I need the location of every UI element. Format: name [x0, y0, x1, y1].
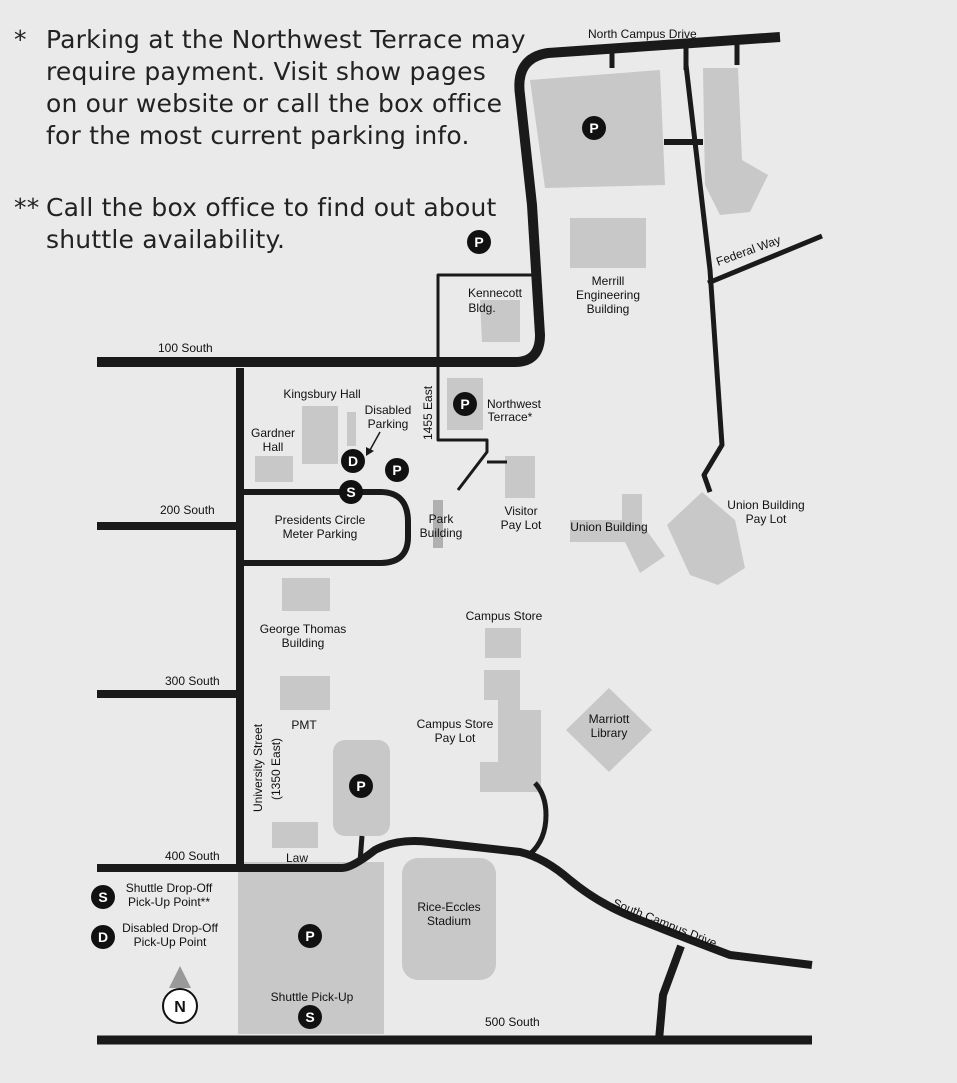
george-thomas-building [282, 578, 330, 611]
north-campus-drive-label: North Campus Drive [588, 27, 697, 41]
note-marker: * [14, 25, 27, 54]
marriott-library-label: Marriott [588, 712, 630, 726]
pmt-label: PMT [291, 718, 317, 732]
parking-marker[interactable] [467, 230, 491, 254]
northwest-terrace-label: Northwest [486, 397, 542, 411]
disabled-parking-lot [347, 412, 356, 446]
legend-disabled-label: Disabled Drop-Off [122, 921, 218, 935]
merrill-engineering-building [570, 218, 646, 268]
rice-eccles-label: Stadium [426, 914, 472, 928]
law-label: Law [285, 851, 309, 865]
campus-store-label: Campus Store [465, 609, 543, 623]
parking-icon: P [356, 778, 366, 794]
disabled-parking-arrow [370, 432, 380, 450]
disabled-parking-label: Disabled [364, 403, 412, 417]
lot-400-connector [360, 836, 362, 862]
parking-marker[interactable] [385, 458, 409, 482]
shuttle-pickup-label: Shuttle Pick-Up [270, 990, 354, 1004]
400-south-label: 400 South [165, 849, 220, 863]
legend-disabled-label: Pick-Up Point [133, 935, 207, 949]
parking-icon: P [589, 120, 599, 136]
union-pay-lot-label: Union Building [727, 498, 805, 512]
legend-shuttle-label: Shuttle Drop-Off [125, 881, 213, 895]
shuttle-marker[interactable] [298, 1005, 322, 1029]
note-line: for the most current parking info. [46, 121, 470, 150]
george-thomas-label: Building [281, 636, 325, 650]
shuttle-marker[interactable] [339, 480, 363, 504]
parking-marker[interactable] [349, 774, 373, 798]
pmt-building [280, 676, 330, 710]
300-south-label: 300 South [165, 674, 220, 688]
kingsbury-label: Kingsbury Hall [283, 387, 361, 401]
gardner-hall [255, 456, 293, 482]
legend-shuttle-letter: S [98, 889, 108, 905]
north-label: N [174, 999, 186, 1016]
100-south-label: 100 South [158, 341, 213, 355]
1455-east-label: 1455 East [421, 385, 435, 440]
rice-eccles-label: Rice-Eccles [417, 900, 481, 914]
north-arrow [163, 966, 197, 1023]
note-line: shuttle availability. [46, 225, 286, 254]
note-line: on our website or call the box office [46, 89, 503, 118]
north-arrow-icon [169, 966, 191, 988]
park-building-label: Building [419, 526, 463, 540]
shuttle-icon: S [305, 1009, 315, 1025]
disabled-parking-label: Parking [367, 417, 409, 431]
parking-icon: P [474, 234, 484, 250]
law-building [272, 822, 318, 848]
northwest-terrace-label: Terrace* [487, 410, 533, 424]
note-line: Parking at the Northwest Terrace may [46, 25, 526, 54]
buildings-layer [238, 68, 768, 1034]
campus-store-connector [530, 783, 546, 854]
stadium-east-road [659, 946, 681, 1040]
park-building-label: Park [428, 512, 454, 526]
disabled-marker[interactable] [341, 449, 365, 473]
campus-store [485, 628, 521, 658]
map-legend [91, 881, 219, 949]
arrow-head-icon [366, 447, 374, 456]
parking-icon: P [460, 396, 470, 412]
disabled-icon: D [347, 453, 359, 469]
marriott-library-label: Library [590, 726, 628, 740]
note-line: Call the box office to find out about [46, 193, 497, 222]
south-campus-drive-label: South Campus Drive [610, 895, 719, 951]
union-building-label: Union Building [570, 520, 648, 534]
union-pay-lot-label: Pay Lot [745, 512, 787, 526]
merrill-label: Merrill [591, 274, 625, 288]
legend-shuttle-label: Pick-Up Point** [127, 895, 211, 909]
parking-icon: P [305, 928, 315, 944]
500-south-label: 500 South [485, 1015, 540, 1029]
parking-marker[interactable] [298, 924, 322, 948]
north-east-building [703, 68, 768, 215]
note-line: require payment. Visit show pages [46, 57, 486, 86]
presidents-circle-label: Meter Parking [282, 527, 358, 541]
merrill-label: Engineering [575, 288, 641, 302]
presidents-circle-label: Presidents Circle [274, 513, 366, 527]
visitor-pay-lot-label: Pay Lot [500, 518, 542, 532]
gardner-label: Gardner [250, 426, 296, 440]
campus-store-pay-lot [480, 670, 541, 792]
kennecott-label: Bldg. [468, 301, 496, 315]
legend-disabled-letter: D [97, 929, 109, 945]
note-marker: ** [14, 193, 40, 222]
200-south-label: 200 South [160, 503, 215, 517]
university-street-label: University Street [251, 723, 265, 812]
merrill-label: Building [586, 302, 630, 316]
campus-store-pay-label: Campus Store [416, 717, 494, 731]
parking-marker[interactable] [582, 116, 606, 140]
kingsbury-hall [302, 406, 338, 464]
south-streets-west [97, 526, 240, 694]
gardner-label: Hall [262, 440, 284, 454]
kennecott-label: Kennecott [467, 286, 523, 300]
federal-way-label: Federal Way [714, 232, 783, 269]
george-thomas-label: George Thomas [259, 622, 347, 636]
visitor-pay-lot [505, 456, 535, 498]
university-street-sub-label: (1350 East) [269, 737, 283, 800]
parking-icon: P [392, 462, 402, 478]
campus-store-pay-label: Pay Lot [434, 731, 476, 745]
visitor-pay-lot-label: Visitor [504, 504, 538, 518]
parking-marker[interactable] [453, 392, 477, 416]
shuttle-icon: S [346, 484, 356, 500]
